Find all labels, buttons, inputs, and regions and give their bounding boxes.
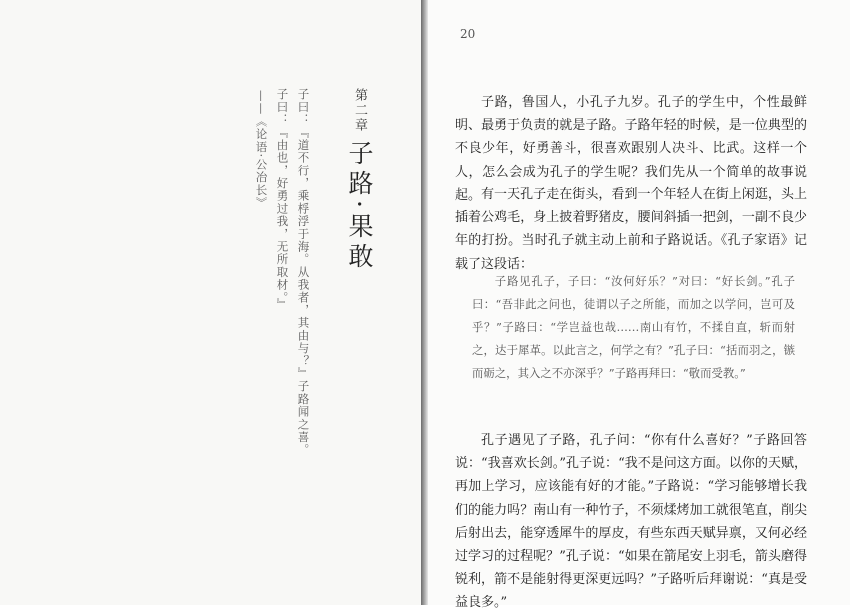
epigraph-line: 子曰：『由也，好勇过我，无所取材。』 [275, 88, 290, 311]
page-number: 20 [460, 27, 476, 41]
left-page [0, 0, 421, 605]
chapter-title: 子路·果敢 [345, 140, 374, 273]
body-paragraph: 子路，鲁国人，小孔子九岁。孔子的学生中，个性最鲜明、最勇于负责的就是子路。子路年轻的时候，是一位典型的不良少年，好勇善斗，很喜欢跟别人决斗、比武。这样一个人，怎么会成为孔子的学生呢？我们先从一个简单的故事说起。 [455, 95, 807, 203]
body-paragraph: 孔子遇见了子路，孔子问：“你有什么喜好？”子路回答说：“我喜欢长剑。”孔子说：“我不是问这方面。以你的天赋，再加上学习，应该能有好的才能。”子路说：“学习能够增长我们的能力吗？南山有一种竹子，不须煣烤加工就很笔直，削尖后射出去，能穿透犀牛的厚皮，有些东西天赋异禀，又何必经过学习的过程呢？”孔子说：“如果在箭尾安上羽毛，箭头磨得锐利，箭不是能射得更深更远吗？”子路听后拜谢说：“真是受益良多。” [455, 433, 807, 611]
chapter-label: 第二章 [352, 88, 367, 133]
block-quote: 子路见孔子，子曰：“汝何好乐？”对曰：“好长剑。”孔子曰：“吾非此之问也，徒谓以子之所能，而加之以学问，岂可及乎？”子路曰：“学岂益也哉……南山有竹，不揉自直，斩而射之，达于犀革。以此言之，何学之有？”孔子曰：“括而羽之，镞而砺之，其入之不亦深乎？”子路再拜曰：“敬而受教。” [472, 274, 795, 380]
epigraph-line: 子曰：『道不行，乘桴浮于海。从我者，其由与？』子路闻之喜。 [296, 88, 311, 457]
epigraph-source: ——《论语·公冶长》 [254, 90, 269, 210]
body-paragraph: 有一天孔子走在街头，看到一个年轻人在街上闲逛，头上插着公鸡毛，身上披着野猪皮，腰间斜插一把剑，一副不良少年的打扮。当时孔子就主动上前和子路说话。《孔子家语》记载了这段话： [455, 187, 807, 272]
book-gutter [421, 0, 428, 605]
